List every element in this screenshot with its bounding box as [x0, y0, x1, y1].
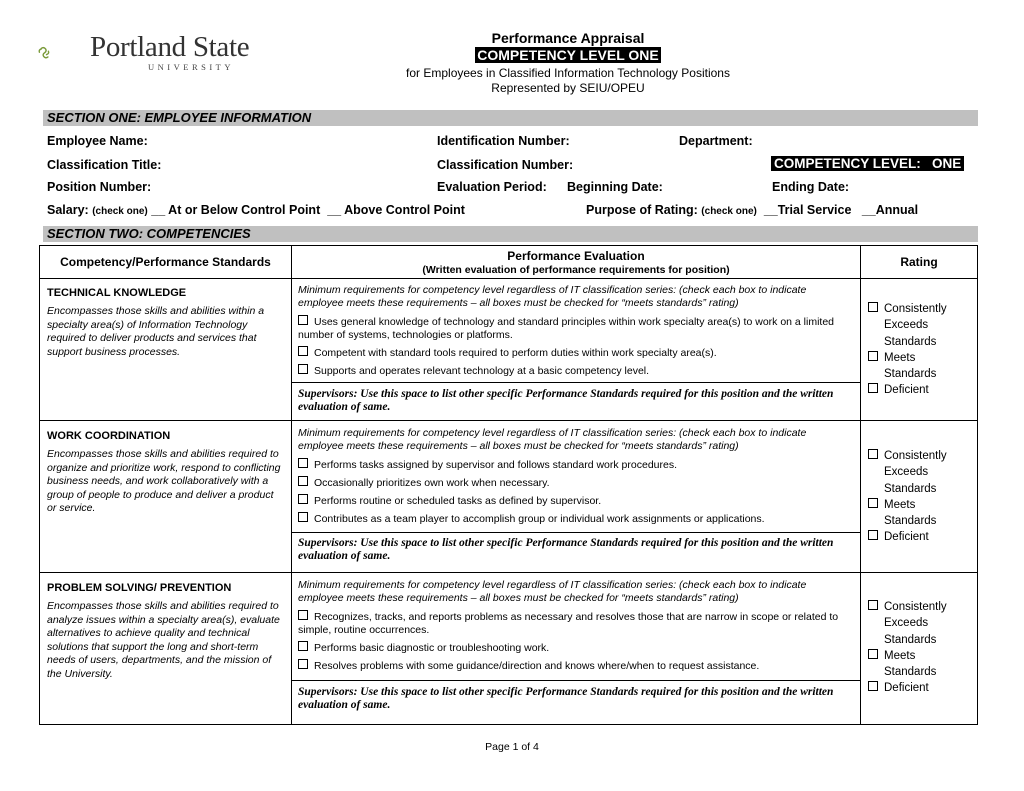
- beginning-date-label: Beginning Date:: [567, 180, 663, 194]
- requirement-item: Performs basic diagnostic or troubleshooting work.: [298, 641, 854, 655]
- checkbox-icon[interactable]: [868, 600, 878, 610]
- page-number: Page 1 of 4: [485, 741, 539, 753]
- table-divider: [860, 245, 861, 725]
- minimum-requirements: Minimum requirements for competency level regardless of IT classification series: (check each box to indicate employee meets these requirements – all boxes must be checked for “meets standards” rating): [298, 427, 807, 452]
- position-number-label: Position Number:: [47, 180, 152, 194]
- rating-consistently-exceeds[interactable]: Consistently: [868, 448, 968, 464]
- checkbox-icon[interactable]: [868, 449, 878, 459]
- classification-number-label: Classification Number:: [437, 158, 574, 172]
- section-one-header: SECTION ONE: EMPLOYEE INFORMATION: [43, 110, 978, 126]
- checkbox-icon[interactable]: [298, 364, 308, 374]
- competency-title: TECHNICAL KNOWLEDGE: [47, 287, 187, 299]
- competency-level-banner: COMPETENCY LEVEL ONE: [477, 47, 659, 63]
- above-control-point-option[interactable]: __ Above Control Point: [327, 203, 465, 217]
- checkbox-icon[interactable]: [298, 659, 308, 669]
- requirement-item: Competent with standard tools required to perform duties within work specialty area(s).: [298, 346, 854, 360]
- minimum-requirements: Minimum requirements for competency level regardless of IT classification series: (check each box to indicate employee meets these requirements – all boxes must be checked for “meets standards” rating): [298, 579, 807, 604]
- checkbox-icon[interactable]: [298, 641, 308, 651]
- ending-date-label: Ending Date:: [772, 180, 850, 194]
- supervisor-rule: [291, 382, 860, 383]
- checkbox-icon[interactable]: [868, 681, 878, 691]
- checkbox-icon[interactable]: [298, 512, 308, 522]
- rating-meets-standards[interactable]: Meets: [868, 497, 968, 513]
- supervisor-notes[interactable]: Supervisors: Use this space to list other specific Performance Standards required for this position and the written evaluation of same.: [298, 388, 834, 413]
- competency-title: PROBLEM SOLVING/ PREVENTION: [47, 582, 232, 594]
- rating-consistently-exceeds[interactable]: Consistently: [868, 301, 968, 317]
- department-label: Department:: [679, 134, 753, 148]
- employee-name-label: Employee Name:: [47, 134, 148, 148]
- checkbox-icon[interactable]: [298, 476, 308, 486]
- annual-option[interactable]: __Annual: [861, 203, 919, 217]
- checkbox-icon[interactable]: [868, 383, 878, 393]
- rating-consistently-exceeds[interactable]: Consistently: [868, 599, 968, 615]
- at-or-below-control-point-option[interactable]: __ At or Below Control Point: [151, 203, 321, 217]
- checkbox-icon[interactable]: [298, 610, 308, 620]
- requirement-item: Occasionally prioritizes own work when necessary.: [298, 476, 854, 490]
- supervisor-notes[interactable]: Supervisors: Use this space to list other specific Performance Standards required for this position and the written evaluation of same.: [298, 686, 834, 711]
- checkbox-icon[interactable]: [868, 498, 878, 508]
- salary-row: Salary: (check one) __ At or Below Control Point __ Above Control Point: [47, 203, 465, 217]
- supervisor-rule: [291, 532, 860, 533]
- table-row-rule: [39, 420, 978, 421]
- evaluation-period-label: Evaluation Period:: [437, 180, 547, 194]
- competency-description: Encompasses those skills and abilities required to analyze issues within a specialty area(s), evaluate alternatives to achieve quality and technical solutions that support the long and short-term needs of users, departments, and the mission of the University.: [47, 600, 280, 680]
- competency-title: WORK COORDINATION: [47, 430, 171, 442]
- requirement-item: Recognizes, tracks, and reports problems as necessary and resolves those that are narrow in scope or related to simple, routine occurrences.: [298, 611, 839, 636]
- purpose-of-rating-row: Purpose of Rating: (check one) __Trial Service __Annual: [586, 203, 919, 217]
- rating-options: Consistently Exceeds Standards Meets Standards Deficient: [868, 599, 968, 697]
- rating-options: Consistently Exceeds Standards Meets Standards Deficient: [868, 301, 968, 399]
- section-two-header: SECTION TWO: COMPETENCIES: [43, 226, 978, 242]
- checkbox-icon[interactable]: [298, 315, 308, 325]
- requirement-item: Resolves problems with some guidance/direction and knows where/when to request assistance.: [298, 659, 854, 673]
- rating-meets-standards[interactable]: Meets: [868, 350, 968, 366]
- classification-title-label: Classification Title:: [47, 158, 162, 172]
- checkbox-icon[interactable]: [868, 649, 878, 659]
- checkbox-icon[interactable]: [868, 530, 878, 540]
- rating-deficient[interactable]: Deficient: [868, 382, 968, 398]
- col-rating-header: Rating: [900, 255, 938, 269]
- trial-service-option[interactable]: __Trial Service: [763, 203, 852, 217]
- checkbox-icon[interactable]: [868, 351, 878, 361]
- competency-level-badge: COMPETENCY LEVEL: ONE: [771, 156, 964, 171]
- col-evaluation-header: Performance Evaluation: [507, 249, 645, 263]
- logo-subtext: UNIVERSITY: [148, 62, 234, 72]
- rating-meets-standards[interactable]: Meets: [868, 648, 968, 664]
- table-divider: [291, 245, 292, 725]
- requirement-item: Performs routine or scheduled tasks as defined by supervisor.: [298, 494, 854, 508]
- identification-number-label: Identification Number:: [437, 134, 570, 148]
- checkbox-icon[interactable]: [298, 494, 308, 504]
- checkbox-icon[interactable]: [868, 302, 878, 312]
- table-header-rule: [39, 278, 978, 279]
- requirement-item: Uses general knowledge of technology and standard principles within work specialty area(s) to work on a limited number of systems, technologies or platforms.: [298, 316, 835, 341]
- supervisor-rule: [291, 680, 860, 681]
- competency-description: Encompasses those skills and abilities required to organize and prioritize work, respond to conflicting business needs, and work collaboratively with a group of people to produce and deliver a product or service.: [47, 448, 281, 514]
- competency-description: Encompasses those skills and abilities within a specialty area(s) of Information Technology required to deliver products and services that support business processes.: [47, 305, 265, 358]
- minimum-requirements: Minimum requirements for competency level regardless of IT classification series: (check each box to indicate employee meets these requirements – all boxes must be checked for “meets standards” rating): [298, 284, 807, 309]
- supervisor-notes[interactable]: Supervisors: Use this space to list other specific Performance Standards required for this position and the written evaluation of same.: [298, 537, 834, 562]
- checkbox-icon[interactable]: [298, 346, 308, 356]
- col-evaluation-subheader: (Written evaluation of performance requirements for position): [422, 264, 730, 276]
- rating-deficient[interactable]: Deficient: [868, 680, 968, 696]
- page-subtitle-1: for Employees in Classified Information Technology Positions: [406, 66, 730, 80]
- rating-options: Consistently Exceeds Standards Meets Standards Deficient: [868, 448, 968, 546]
- table-row-rule: [39, 572, 978, 573]
- rating-deficient[interactable]: Deficient: [868, 529, 968, 545]
- portland-state-logo-icon: [38, 27, 90, 77]
- col-competency-header: Competency/Performance Standards: [60, 255, 271, 269]
- page-title: Performance Appraisal: [491, 30, 645, 46]
- logo-wordmark: Portland State: [90, 31, 250, 63]
- checkbox-icon[interactable]: [298, 458, 308, 468]
- requirement-item: Contributes as a team player to accomplish group or individual work assignments or applications.: [298, 512, 854, 526]
- requirement-item: Performs tasks assigned by supervisor and follows standard work procedures.: [298, 458, 854, 472]
- requirement-item: Supports and operates relevant technology at a basic competency level.: [298, 364, 854, 378]
- page-subtitle-2: Represented by SEIU/OPEU: [491, 81, 645, 95]
